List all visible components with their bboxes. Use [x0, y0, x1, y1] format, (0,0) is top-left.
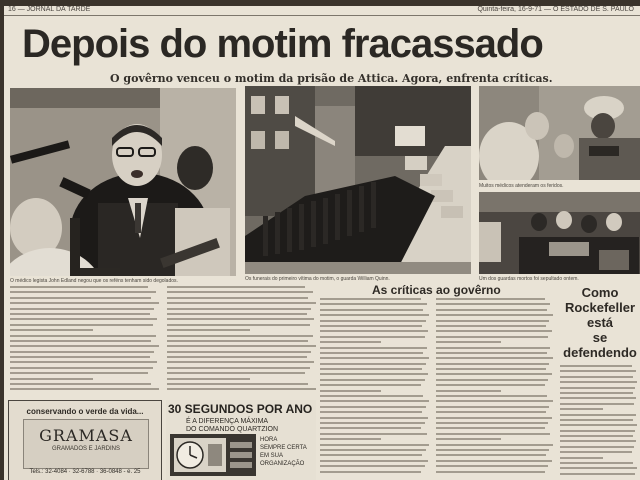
quartzion-title: 30 SEGUNDOS POR ANO	[168, 402, 313, 416]
text-line	[320, 341, 381, 343]
text-line	[10, 378, 93, 380]
text-line	[436, 303, 550, 305]
text-line	[320, 438, 381, 440]
gramasa-brand-sub: GRAMADOS E JARDINS	[51, 446, 120, 452]
text-line	[436, 384, 545, 386]
text-line	[10, 388, 159, 390]
text-line	[560, 397, 636, 399]
article-column-1	[10, 286, 160, 398]
text-line	[167, 378, 250, 380]
page-headline: Depois do motim fracassado	[22, 22, 543, 66]
text-line	[320, 298, 421, 300]
quartzion-line2: É A DIFERENÇA MÁXIMA	[186, 418, 269, 425]
rockefeller-title-line: Como	[581, 285, 619, 300]
article-column-5	[560, 365, 638, 480]
text-line	[436, 454, 546, 456]
text-line	[436, 444, 553, 446]
text-line	[320, 465, 425, 467]
text-line	[320, 433, 427, 435]
text-line	[167, 361, 314, 363]
text-line	[560, 440, 636, 442]
text-line	[560, 430, 635, 432]
text-line	[320, 411, 422, 413]
text-line	[560, 387, 635, 389]
text-line	[320, 357, 429, 359]
gramasa-slogan: conservando o verde da vida...	[26, 407, 144, 416]
page-subheadline: O govêrno venceu o motim da prisão de Attica. Agora, enfrenta críticas.	[110, 72, 553, 85]
header-rule	[4, 15, 640, 16]
text-line	[320, 422, 425, 424]
text-line	[436, 325, 546, 327]
text-line	[167, 351, 311, 353]
quartzion-side-line: SEMPRE CERTA	[260, 445, 307, 451]
text-line	[560, 446, 634, 448]
text-line	[560, 376, 633, 378]
ad-gramasa	[8, 400, 162, 480]
text-line	[560, 414, 636, 416]
text-line	[320, 303, 427, 305]
text-line	[436, 352, 547, 354]
text-line	[167, 383, 308, 385]
text-line	[320, 314, 429, 316]
photo-press-conference-image	[10, 88, 236, 276]
text-line	[436, 427, 545, 429]
text-line	[320, 373, 428, 375]
text-line	[320, 406, 426, 408]
text-line	[436, 373, 552, 375]
text-line	[436, 400, 553, 402]
text-line	[320, 347, 427, 349]
text-line	[560, 381, 637, 383]
text-line	[320, 460, 428, 462]
text-line	[167, 302, 316, 304]
running-header-right: Quinta-feira, 16-9-71 — O ESTADO DE S. PAULO	[477, 6, 634, 13]
text-line	[560, 424, 637, 426]
text-line	[10, 329, 93, 331]
text-line	[436, 330, 552, 332]
text-line	[167, 313, 307, 315]
gramasa-logo-box	[23, 419, 149, 469]
text-line	[320, 471, 421, 473]
running-header-left: 16 — JORNAL DA TARDE	[8, 6, 91, 13]
text-line	[436, 417, 552, 419]
photo-guard-burial	[479, 192, 640, 274]
text-line	[320, 325, 422, 327]
text-line	[320, 384, 421, 386]
section-title-rockefeller	[560, 285, 640, 360]
text-line	[320, 400, 429, 402]
text-line	[560, 419, 633, 421]
text-line	[167, 324, 310, 326]
text-line	[436, 363, 549, 365]
article-column-2	[167, 286, 317, 398]
rockefeller-title-line: se	[592, 330, 608, 345]
text-line	[436, 438, 501, 440]
clock-icon	[170, 434, 256, 476]
text-line	[320, 454, 422, 456]
text-line	[560, 462, 633, 464]
text-line	[320, 390, 381, 392]
text-line	[10, 372, 148, 374]
photo-funeral-march-caption: Os funerais do primeiro vítima do motim, o guarda William Quinn.	[245, 276, 390, 282]
text-line	[167, 286, 305, 288]
text-line	[10, 367, 153, 369]
section-title-criticas: As críticas ao govêrno	[372, 283, 501, 297]
text-line	[436, 406, 549, 408]
quartzion-side-text	[260, 436, 307, 468]
text-line	[560, 403, 634, 405]
ad-quartzion	[166, 400, 316, 480]
text-line	[320, 336, 425, 338]
text-line	[560, 365, 632, 367]
text-line	[10, 335, 156, 337]
text-line	[10, 345, 159, 347]
text-line	[167, 356, 307, 358]
photo-medics	[479, 86, 640, 180]
page-left-edge	[0, 0, 4, 480]
rockefeller-title-line: Rockefeller	[564, 300, 636, 315]
text-line	[10, 297, 151, 299]
text-line	[167, 329, 250, 331]
text-line	[436, 449, 549, 451]
text-line	[10, 313, 150, 315]
text-line	[320, 368, 422, 370]
text-line	[320, 449, 426, 451]
text-line	[436, 309, 547, 311]
text-line	[436, 422, 548, 424]
text-line	[320, 330, 428, 332]
text-line	[167, 318, 314, 320]
photo-funeral-march-image	[245, 86, 471, 274]
text-line	[10, 361, 157, 363]
photo-guard-burial-caption: Um dos guardas mortos foi sepultado ontem.	[479, 276, 579, 282]
text-line	[10, 383, 151, 385]
photo-funeral-march	[245, 86, 471, 274]
text-line	[10, 351, 154, 353]
text-line	[560, 451, 632, 453]
rockefeller-title-line: está	[586, 315, 614, 330]
text-line	[167, 345, 316, 347]
text-line	[320, 379, 425, 381]
text-line	[560, 435, 633, 437]
text-line	[436, 357, 553, 359]
text-line	[436, 390, 501, 392]
text-line	[167, 291, 313, 293]
text-line	[560, 473, 635, 475]
text-line	[436, 379, 548, 381]
text-line	[167, 388, 316, 390]
photo-medics-caption: Muitos médicos atenderam os feridos.	[479, 183, 564, 189]
article-column-4	[436, 298, 554, 480]
text-line	[436, 395, 547, 397]
text-line	[167, 335, 313, 337]
text-line	[167, 308, 311, 310]
photo-guard-burial-image	[479, 192, 640, 274]
text-line	[436, 341, 501, 343]
text-line	[560, 370, 636, 372]
text-line	[436, 411, 546, 413]
text-line	[10, 286, 148, 288]
text-line	[10, 324, 153, 326]
photo-medics-image	[479, 86, 640, 180]
text-line	[10, 302, 159, 304]
text-line	[436, 460, 552, 462]
text-line	[436, 336, 548, 338]
quartzion-line3: DO COMANDO QUARTZION	[186, 426, 279, 433]
article-column-3	[320, 298, 430, 480]
text-line	[167, 372, 305, 374]
text-line	[320, 320, 426, 322]
text-line	[10, 308, 154, 310]
photo-press-conference-caption: O médico legista John Edland negou que os reféns tenham sido degolados.	[10, 278, 178, 284]
text-line	[320, 444, 429, 446]
text-line	[560, 408, 603, 410]
text-line	[320, 427, 421, 429]
text-line	[560, 467, 637, 469]
gramasa-phones: Tels.: 32-4084 · 32-6788 · 36-0848 - e. 25	[29, 469, 141, 475]
text-line	[436, 347, 550, 349]
text-line	[436, 298, 545, 300]
text-line	[320, 417, 428, 419]
text-line	[167, 367, 310, 369]
text-line	[436, 320, 549, 322]
text-line	[320, 395, 423, 397]
text-line	[436, 471, 545, 473]
text-line	[436, 465, 548, 467]
text-line	[10, 318, 157, 320]
quartzion-side-line: ORGANIZAÇÃO	[260, 461, 305, 467]
text-line	[320, 352, 423, 354]
text-line	[167, 340, 308, 342]
quartzion-side-line: HORA	[260, 437, 278, 443]
quartzion-side-line: EM SUA	[260, 453, 284, 459]
rockefeller-title-line: defendendo	[563, 345, 637, 360]
text-line	[10, 340, 151, 342]
text-line	[320, 363, 426, 365]
text-line	[436, 368, 546, 370]
text-line	[320, 309, 423, 311]
text-line	[560, 457, 603, 459]
text-line	[10, 291, 156, 293]
text-line	[560, 392, 633, 394]
text-line	[436, 314, 553, 316]
text-line	[436, 433, 550, 435]
text-line	[10, 356, 150, 358]
photo-press-conference	[10, 88, 236, 276]
text-line	[167, 297, 308, 299]
gramasa-brand: GRAMASA	[39, 426, 133, 445]
